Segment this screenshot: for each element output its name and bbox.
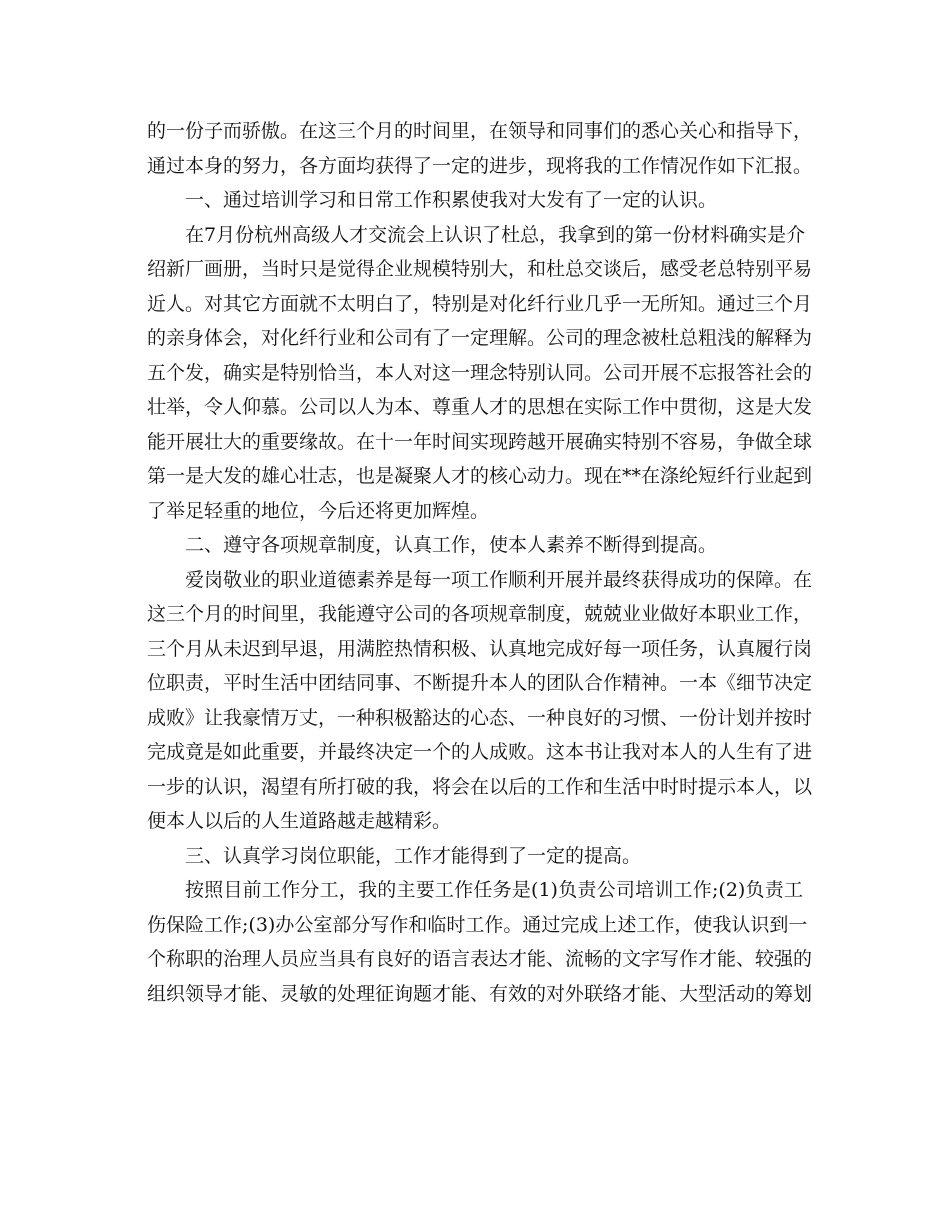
text-line: 组织领导才能、灵敏的处理征询题才能、有效的对外联络才能、大型活动的筹划 xyxy=(147,982,813,1005)
text-line: 壮举，令人仰慕。公司以人为本、尊重人才的思想在实际工作中贯彻，这是大发 xyxy=(147,396,813,418)
text-line: 在7月份杭州高级人才交流会上认识了杜总，我拿到的第一份材料确实是介 xyxy=(185,223,806,246)
text-line: 能开展壮大的重要缘故。在十一年时间实现跨越开展确实特别不容易，争做全球 xyxy=(147,430,813,453)
text-line: 爱岗敬业的职业道德素养是每一项工作顺利开展并最终获得成功的保障。在 xyxy=(185,568,813,591)
text-line: 这三个月的时间里，我能遵守公司的各项规章制度，兢兢业业做好本职业工作， xyxy=(147,603,813,625)
text-line: 了举足轻重的地位，今后还将更加辉煌。 xyxy=(147,499,490,522)
section-heading-2: 二、遵守各项规章制度，认真工作，使本人素养不断得到提高。 xyxy=(185,534,718,556)
text-line: 的一份子而骄傲。在这三个月的时间里，在领导和同事们的悉心关心和指导下， xyxy=(147,120,813,142)
document-body xyxy=(147,114,813,1011)
text-line: 通过本身的努力，各方面均获得了一定的进步，现将我的工作情况作如下汇报。 xyxy=(147,154,813,177)
text-line: 近人。对其它方面就不太明白了，特别是对化纤行业几乎一无所知。通过三个月 xyxy=(147,292,813,315)
text-line: 五个发，确实是特别恰当，本人对这一理念特别认同。公司开展不忘报答社会的 xyxy=(147,361,813,384)
text-line: 按照目前工作分工，我的主要工作任务是(1)负责公司培训工作;(2)负责工 xyxy=(185,879,803,901)
text-line: 伤保险工作;(3)办公室部分写作和临时工作。通过完成上述工作，使我认识到一 xyxy=(147,913,808,936)
text-line: 的亲身体会，对化纤行业和公司有了一定理解。公司的理念被杜总粗浅的解释为 xyxy=(147,327,813,349)
text-line: 便本人以后的人生道路越走越精彩。 xyxy=(147,810,452,832)
text-line: 绍新厂画册，当时只是觉得企业规模特别大，和杜总交谈后，感受老总特别平易 xyxy=(147,258,813,280)
text-line: 第一是大发的雄心壮志，也是凝聚人才的核心动力。现在**在涤纶短纤行业起到 xyxy=(147,465,813,487)
text-line: 三个月从未迟到早退，用满腔热情积极、认真地完成好每一项任务，认真履行岗 xyxy=(147,637,813,660)
text-line: 一步的认识，渴望有所打破的我，将会在以后的工作和生活中时时提示本人，以 xyxy=(147,775,813,798)
section-heading-3: 三、认真学习岗位职能，工作才能得到了一定的提高。 xyxy=(185,844,642,867)
section-heading-1: 一、通过培训学习和日常工作积累使我对大发有了一定的认识。 xyxy=(185,189,718,211)
text-line: 完成竟是如此重要，并最终决定一个的人成败。这本书让我对本人的人生有了进 xyxy=(147,741,813,763)
text-line: 成败》让我豪情万丈，一种积极豁达的心态、一种良好的习惯、一份计划并按时 xyxy=(147,706,813,729)
text-line: 个称职的治理人员应当具有良好的语言表达才能、流畅的文字写作才能、较强的 xyxy=(147,948,813,970)
text-line: 位职责，平时生活中团结同事、不断提升本人的团队合作精神。一本《细节决定 xyxy=(147,672,813,694)
